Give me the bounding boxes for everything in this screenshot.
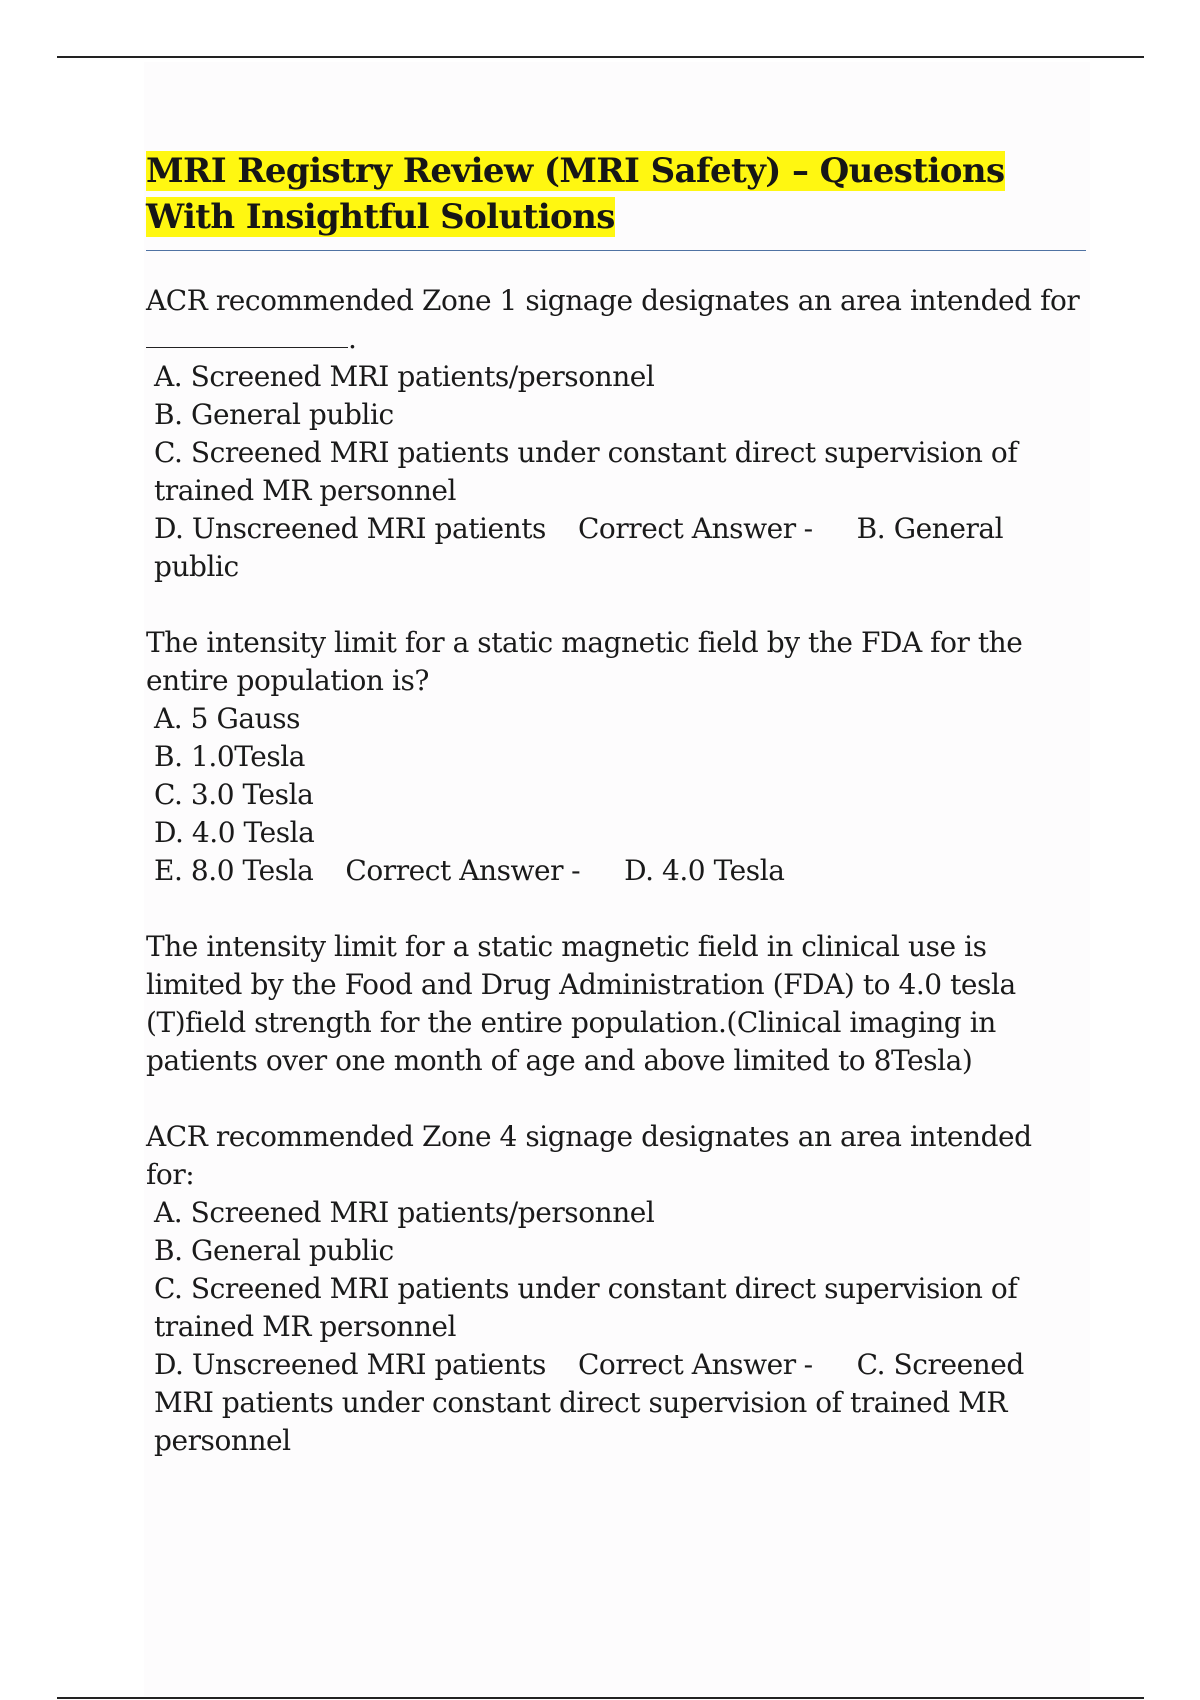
option-d: D. 4.0 Tesla [154,816,315,849]
option-d: D. Unscreened MRI patients [154,1348,546,1381]
option-d-with-answer [146,1346,1086,1460]
option-a: A. Screened MRI patients/personnel [154,360,655,393]
option-e-with-answer [146,852,1086,890]
option-e: E. 8.0 Tesla [154,854,314,887]
question-stem-text: ACR recommended Zone 1 signage designates an area intended for [146,284,1080,317]
question-3 [146,1118,1086,1460]
answer-explanation: The intensity limit for a static magnetic field in clinical use is limited by the Food and Drug Administration (FDA) to 4.0 tesla (T)field strength for the entire population.(Clinical imaging in patients over one month of age and above limited to 8Tesla) [146,930,1016,1077]
correct-answer: D. 4.0 Tesla [624,854,785,887]
question-stem: The intensity limit for a static magnetic field by the FDA for the entire population is? [146,626,1023,697]
option-b: B. General public [154,398,394,431]
page-bottom-rule [57,1697,1144,1699]
question-1 [146,282,1086,586]
correct-answer-label: Correct Answer [577,1348,796,1381]
option-b: B. 1.0Tesla [154,740,306,773]
option-c: C. Screened MRI patients under constant direct supervision of trained MR personnel [154,1272,1018,1343]
correct-answer-label: Correct Answer [345,854,564,887]
option-b: B. General public [154,1234,394,1267]
blank-suffix: . [348,322,357,355]
document-title [146,148,1086,240]
option-c: C. 3.0 Tesla [154,778,314,811]
answer-blank [146,323,348,348]
spacer [146,1080,1086,1118]
correct-answer: B. General public [154,512,1004,583]
correct-answer: C. Screened MRI patients under constant direct supervision of trained MR personnel [154,1348,1024,1457]
option-a: A. Screened MRI patients/personnel [154,1196,655,1229]
option-d-with-answer [146,510,1086,586]
answer-separator: - [571,854,581,887]
option-c: C. Screened MRI patients under constant direct supervision of trained MR personnel [154,436,1018,507]
question-2 [146,624,1086,890]
title-block [146,148,1086,251]
document-title-text: MRI Registry Review (MRI Safety) – Questions With Insightful Solutions [146,151,1005,237]
answer-separator: - [803,512,813,545]
question-stem: ACR recommended Zone 4 signage designates an area intended for: [146,1120,1032,1191]
answer-separator: - [803,1348,813,1381]
spacer [146,586,1086,624]
question-stem [146,282,1086,358]
document-body [146,282,1086,1460]
option-d: D. Unscreened MRI patients [154,512,546,545]
spacer [146,890,1086,928]
correct-answer-label: Correct Answer [577,512,796,545]
page-top-rule [57,56,1144,58]
option-a: A. 5 Gauss [154,702,301,735]
